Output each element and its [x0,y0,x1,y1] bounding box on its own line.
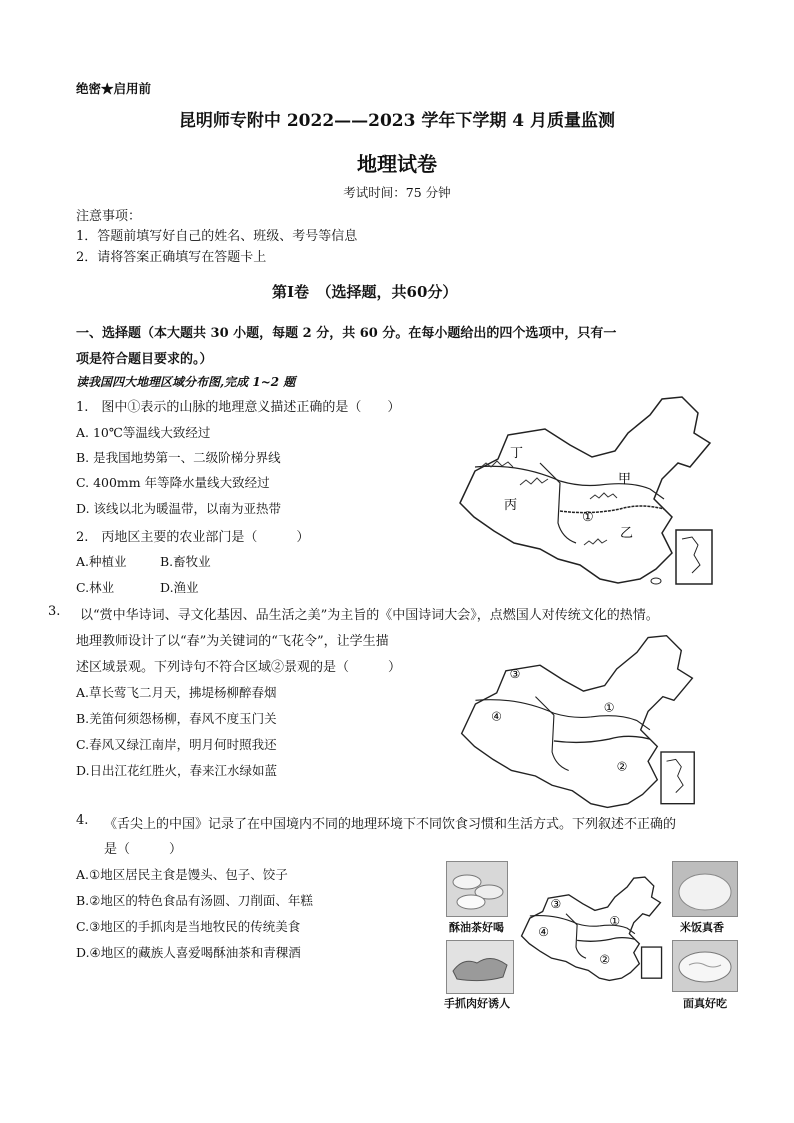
map3-label-2: ② [599,952,611,967]
q1-option-b: B. 是我国地势第一、二级阶梯分界线 [76,450,281,465]
q4-option-d: D.④地区的藏族人喜爱喝酥油茶和青稞酒 [76,945,301,960]
map1-label-yi: 乙 [620,526,634,541]
secret-level: 绝密★启用前 [76,81,152,96]
map2-label-3: ③ [509,667,521,682]
q3-stem-line3: 述区域景观。下列诗句不符合区域②景观的是（ ） [76,660,402,675]
q4-number: 4. [76,813,89,828]
q3-stem-line1: 以“赏中华诗词、寻文化基因、品生活之美”为主旨的《中国诗词大会》，点燃国人对传统文化的热情。 [80,608,659,623]
section-title: 第Ⅰ卷 （选择题，共60分） [272,283,458,301]
caption-rice: 米饭真香 [680,921,724,934]
q4-option-a: A.①地区居民主食是馒头、包子、饺子 [76,867,288,882]
q1-option-c: C. 400mm 年等降水量线大致经过 [76,475,270,490]
q1-option-a: A. 10℃等温线大致经过 [76,425,211,440]
caption-butter-tea: 酥油茶好喝 [449,921,504,934]
q3-option-c: C.春风又绿江南岸，明月何时照我还 [76,737,277,752]
map1-label-jia: 甲 [618,472,632,487]
q2-stem: 2. 丙地区主要的农业部门是（ ） [76,530,310,545]
q1-option-d: D. 该线以北为暖温带，以南为亚热带 [76,501,282,516]
q4-stem-line2: 是（ ） [104,842,183,857]
map1-label-bing: 丙 [504,498,518,513]
china-regions-map-3 [516,874,666,984]
q3-option-d: D.日出江花红胜火，春来江水绿如蓝 [76,763,278,778]
caption-hand-grab-meat: 手抓肉好诱人 [444,997,510,1010]
map1-label-1: ① [582,510,594,525]
q3-option-b: B.羌笛何须怨杨柳，春风不度玉门关 [76,711,277,726]
q3-stem-line2: 地理教师设计了以“春”为关键词的“飞花令”，让学生描 [76,634,389,649]
china-regions-map-2 [452,632,702,812]
hand-grab-meat-photo [446,940,514,994]
china-regions-map-1 [450,393,720,593]
noodles-photo [672,940,738,992]
map2-label-1: ① [603,700,615,715]
q2-option-b: B.畜牧业 [160,554,211,569]
notice-item: 2．请将答案正确填写在答题卡上 [76,250,267,265]
q2-option-d: D.渔业 [160,580,199,595]
q4-stem-line1: 《舌尖上的中国》记录了在中国境内不同的地理环境下不同饮食习惯和生活方式。下列叙述不正确的 [104,817,677,832]
exam-title: 昆明师专附中 2022——2023 学年下学期 4 月质量监测 [178,111,616,131]
map2-label-2: ② [616,759,628,774]
q2-option-a: A.种植业 [76,554,127,569]
map1-label-ding: 丁 [510,446,524,461]
rice-photo [672,861,738,917]
section-instruction: 一、选择题（本大题共 30 小题，每题 2 分，共 60 分。在每小题给出的四个选项中，只有一 [76,326,617,341]
subject-title: 地理试卷 [357,152,437,176]
q4-option-b: B.②地区的特色食品有汤圆、刀削面、年糕 [76,893,313,908]
q4-option-c: C.③地区的手抓肉是当地牧民的传统美食 [76,919,301,934]
reading-instruction: 读我国四大地理区域分布图,完成 1~2 题 [76,375,296,389]
notice-heading: 注意事项： [76,209,142,224]
map2-label-4: ④ [491,709,502,724]
caption-noodles: 面真好吃 [683,997,727,1010]
exam-time: 考试时间：75 分钟 [343,185,451,200]
q3-option-a: A.草长莺飞二月天，拂堤杨柳醉春烟 [76,685,277,700]
map3-label-1: ① [609,913,621,928]
map3-label-3: ③ [550,897,562,912]
q1-stem: 1. 图中①表示的山脉的地理意义描述正确的是（ ） [76,400,401,415]
section-instruction: 项是符合题目要求的。） [76,352,213,367]
butter-tea-photo [446,861,508,917]
q3-number: 3. [48,604,61,619]
map3-label-4: ④ [538,924,550,939]
notice-item: 1．答题前填写好自己的姓名、班级、考号等信息 [76,229,358,244]
q2-option-c: C.林业 [76,580,115,595]
